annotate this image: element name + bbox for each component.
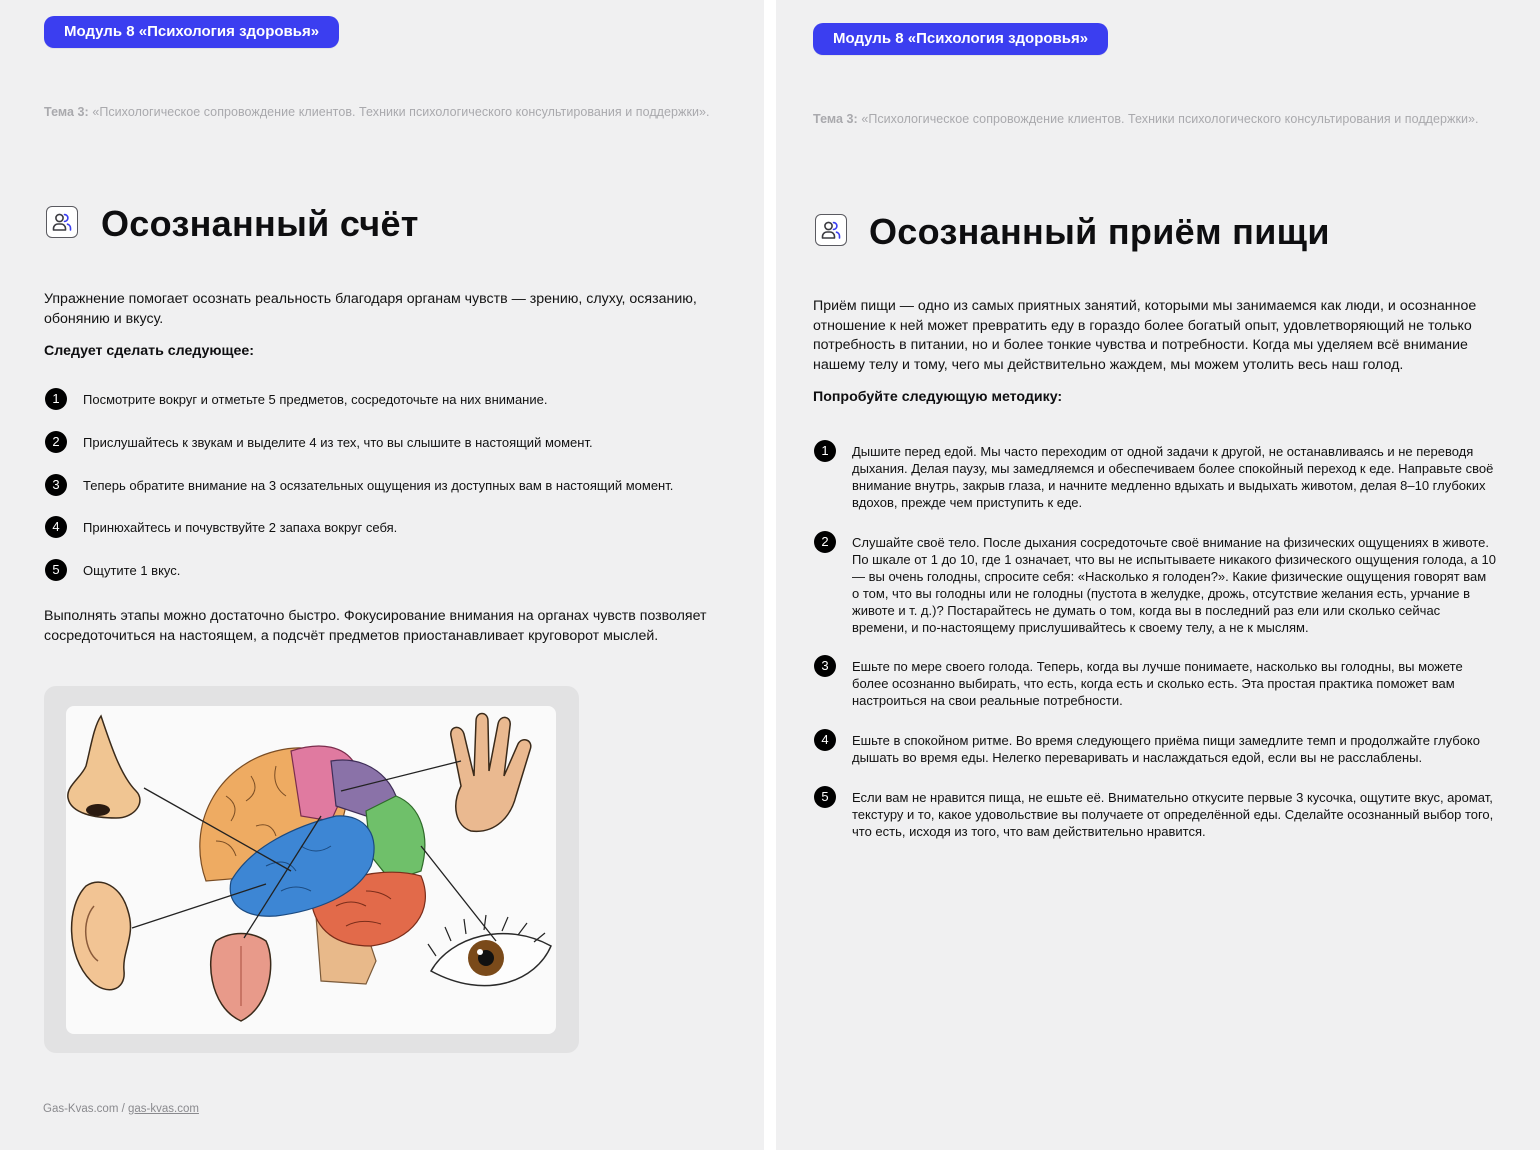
step-text: Ешьте в спокойном ритме. Во время следующего приёма пищи замедлите темп и продолжайте глубоко дышать во время еды. Нелегко переваривать и наслаждаться едой, если вы не расслаблены. xyxy=(852,733,1480,765)
users-icon xyxy=(815,214,847,246)
topic-label: Тема 3: xyxy=(44,105,89,119)
step-number: 2 xyxy=(45,431,67,453)
users-icon xyxy=(46,206,78,238)
topic-text: «Психологическое сопровождение клиентов. Техники психологического консультирования и поддержки». xyxy=(861,112,1479,126)
step-number: 4 xyxy=(45,516,67,538)
step-text: Посмотрите вокруг и отметьте 5 предметов, сосредоточьте на них внимание. xyxy=(83,392,548,407)
steps-heading: Попробуйте следующую методику: xyxy=(813,389,1063,405)
step-text: Дышите перед едой. Мы часто переходим от одной задачи к другой, не останавливаясь и не переводя дыхания. Делая паузу, мы замедляемся и обеспечиваем более спокойный переход к еде. Направьте своё внимание внутрь, закрыв глаза, и начните медленно вдыхать и выдыхать животом, делая 8–10 глубоких вдохов, прежде чем приступить к еде. xyxy=(852,444,1494,510)
step-text: Ощутите 1 вкус. xyxy=(83,563,181,578)
brain-senses-illustration xyxy=(44,686,579,1053)
intro-text: Приём пищи — одно из самых приятных занятий, которыми мы занимаемся как люди, и осознанное отношение к ней может превратить еду в гораздо более богатый опыт, удовлетворяющий не только потребность в питании, но и более тонкие чувства и потребности. Когда мы уделяем всё внимание нашему телу и тому, чего мы действительно жаждем, мы можем утолить весь наш голод. xyxy=(813,298,1477,373)
step-number: 4 xyxy=(814,729,836,751)
step-number: 3 xyxy=(45,474,67,496)
outro-text: Выполнять этапы можно достаточно быстро. Фокусирование внимания на органах чувств позволяет сосредоточиться на настоящем, а подсчёт предметов приостанавливает круговорот мыслей. xyxy=(44,608,707,644)
step-text: Прислушайтесь к звукам и выделите 4 из тех, что вы слышите в настоящий момент. xyxy=(83,435,593,450)
footer-link[interactable]: gas-kvas.com xyxy=(128,1103,199,1115)
step-text: Теперь обратите внимание на 3 осязательных ощущения из доступных вам в настоящий момент. xyxy=(83,478,674,493)
step-text: Ешьте по мере своего голода. Теперь, когда вы лучше понимаете, насколько вы голодны, вы можете более осознанно выбирать, что есть, когда есть и сколько есть. Эта простая практика поможет вам настроиться на свои реальные потребности. xyxy=(852,659,1463,708)
step-text: Если вам не нравится пища, не ешьте её. Внимательно откусите первые 3 кусочка, ощутите вкус, аромат, текстуру и то, какое удовольствие вы получаете от определённой еды. Сделайте осознанный выбор того, что есть, исходя из того, что вам действительно нравится. xyxy=(852,790,1494,839)
footer-site: Gas-Kvas.com xyxy=(43,1103,119,1115)
step-text: Слушайте своё тело. После дыхания сосредоточьте своё внимание на физических ощущениях в животе. По шкале от 1 до 10, где 1 означает, что вы не испытываете никакого физического ощущения голода, а 10 — вы очень голодны, спросите себя: «Насколько я голоден?». Какие физические ощущения говорят вам о том, что вы голодны или не голодны (пустота в желудке, дрожь, отсутствие желания есть, урчание в животе и т. д.)? Постарайтесь не думать о том, когда вы в последний раз ели или сколько сейчас времени, и по-настоящему прислушивайтесь к своему телу, а не к мыслям. xyxy=(852,535,1496,635)
topic-text: «Психологическое сопровождение клиентов. Техники психологического консультирования и поддержки». xyxy=(92,105,710,119)
step-number: 1 xyxy=(45,388,67,410)
step-text: Принюхайтесь и почувствуйте 2 запаха вокруг себя. xyxy=(83,520,398,535)
topic-line xyxy=(813,112,1479,126)
step-number: 5 xyxy=(814,786,836,808)
page-title: Осознанный приём пищи xyxy=(869,211,1330,252)
footer-separator: / xyxy=(118,1103,129,1115)
topic-line xyxy=(44,105,710,119)
module-badge[interactable]: Модуль 8 «Психология здоровья» xyxy=(44,16,339,48)
step-number: 5 xyxy=(45,559,67,581)
step-number: 1 xyxy=(814,440,836,462)
step-number: 3 xyxy=(814,655,836,677)
topic-label: Тема 3: xyxy=(813,112,858,126)
page-title: Осознанный счёт xyxy=(101,203,419,244)
step-number: 2 xyxy=(814,531,836,553)
page-right xyxy=(776,0,1540,1150)
steps-heading: Следует сделать следующее: xyxy=(44,343,255,359)
footer xyxy=(43,1103,199,1115)
page-left xyxy=(0,0,764,1150)
intro-text: Упражнение помогает осознать реальность благодаря органам чувств — зрению, слуху, осязанию, обонянию и вкусу. xyxy=(44,291,697,327)
module-badge[interactable]: Модуль 8 «Психология здоровья» xyxy=(813,23,1108,55)
